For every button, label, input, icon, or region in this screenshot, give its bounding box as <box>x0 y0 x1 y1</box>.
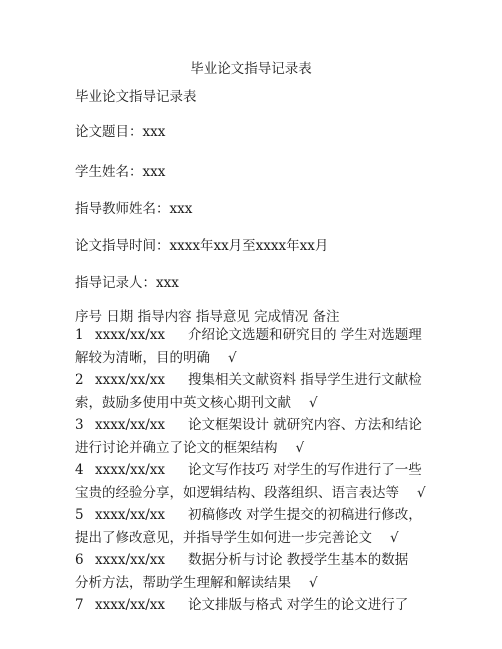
row-continuation: 解较为清晰，目的明确 <box>75 349 210 366</box>
document-title: 毕业论文指导记录表 <box>190 61 312 77</box>
row-continuation: 宝贵的经验分享，如逻辑结构、段落组织、语言表达等 <box>75 484 399 501</box>
row-number: 1 <box>75 327 84 343</box>
row-check: √ <box>417 484 426 501</box>
row-check: √ <box>390 529 399 546</box>
row-number: 3 <box>75 417 84 433</box>
row-date: xxxx/xx/xx <box>95 462 166 478</box>
row-content: 初稿修改 对学生提交的初稿进行修改， <box>188 507 422 523</box>
table-row <box>75 594 435 617</box>
table-row <box>75 459 435 504</box>
row-content: 搜集相关文献资料 指导学生进行文献检 <box>188 372 422 388</box>
row-content: 论文框架设计 就研究内容、方法和结论 <box>188 417 422 433</box>
row-check: √ <box>309 394 318 411</box>
row-date: xxxx/xx/xx <box>95 417 166 433</box>
table-row <box>75 324 435 369</box>
row-date: xxxx/xx/xx <box>95 507 166 523</box>
row-date: xxxx/xx/xx <box>95 372 166 388</box>
row-content: 论文排版与格式 对学生的论文进行了 <box>188 597 409 613</box>
row-continuation: 分析方法，帮助学生理解和解读结果 <box>75 574 291 591</box>
row-continuation: 提出了修改意见，并指导学生如何进一步完善论文 <box>75 529 372 546</box>
row-number: 7 <box>75 597 84 613</box>
row-number: 5 <box>75 507 84 523</box>
row-content: 数据分析与讨论 教授学生基本的数据 <box>188 552 409 568</box>
field-guidance-period: 论文指导时间：xxxx年xx月至xxxx年xx月 <box>75 238 329 254</box>
row-date: xxxx/xx/xx <box>95 552 166 568</box>
field-recorder: 指导记录人：xxx <box>75 275 179 291</box>
table-header: 序号 日期 指导内容 指导意见 完成情况 备注 <box>75 309 340 325</box>
document-subtitle: 毕业论文指导记录表 <box>75 89 197 105</box>
row-check: √ <box>295 439 305 456</box>
row-number: 4 <box>75 462 84 478</box>
row-date: xxxx/xx/xx <box>95 597 166 613</box>
row-number: 2 <box>75 372 84 388</box>
row-content: 论文写作技巧 对学生的写作进行了一些 <box>188 462 422 478</box>
table-row <box>75 414 435 459</box>
table-row <box>75 504 435 549</box>
field-thesis-title: 论文题目：xxx <box>75 124 166 140</box>
row-content: 介绍论文选题和研究目的 学生对选题理 <box>188 327 422 343</box>
table-row <box>75 369 435 414</box>
table-row <box>75 549 435 594</box>
row-continuation: 进行讨论并确立了论文的框架结构 <box>75 439 278 456</box>
field-advisor-name: 指导教师姓名：xxx <box>75 201 193 217</box>
row-check: √ <box>309 574 318 591</box>
field-student-name: 学生姓名：xxx <box>75 164 166 180</box>
row-continuation: 索，鼓励多使用中英文核心期刊文献 <box>75 394 291 411</box>
row-date: xxxx/xx/xx <box>95 327 166 343</box>
row-number: 6 <box>75 552 84 568</box>
row-check: √ <box>228 349 237 366</box>
